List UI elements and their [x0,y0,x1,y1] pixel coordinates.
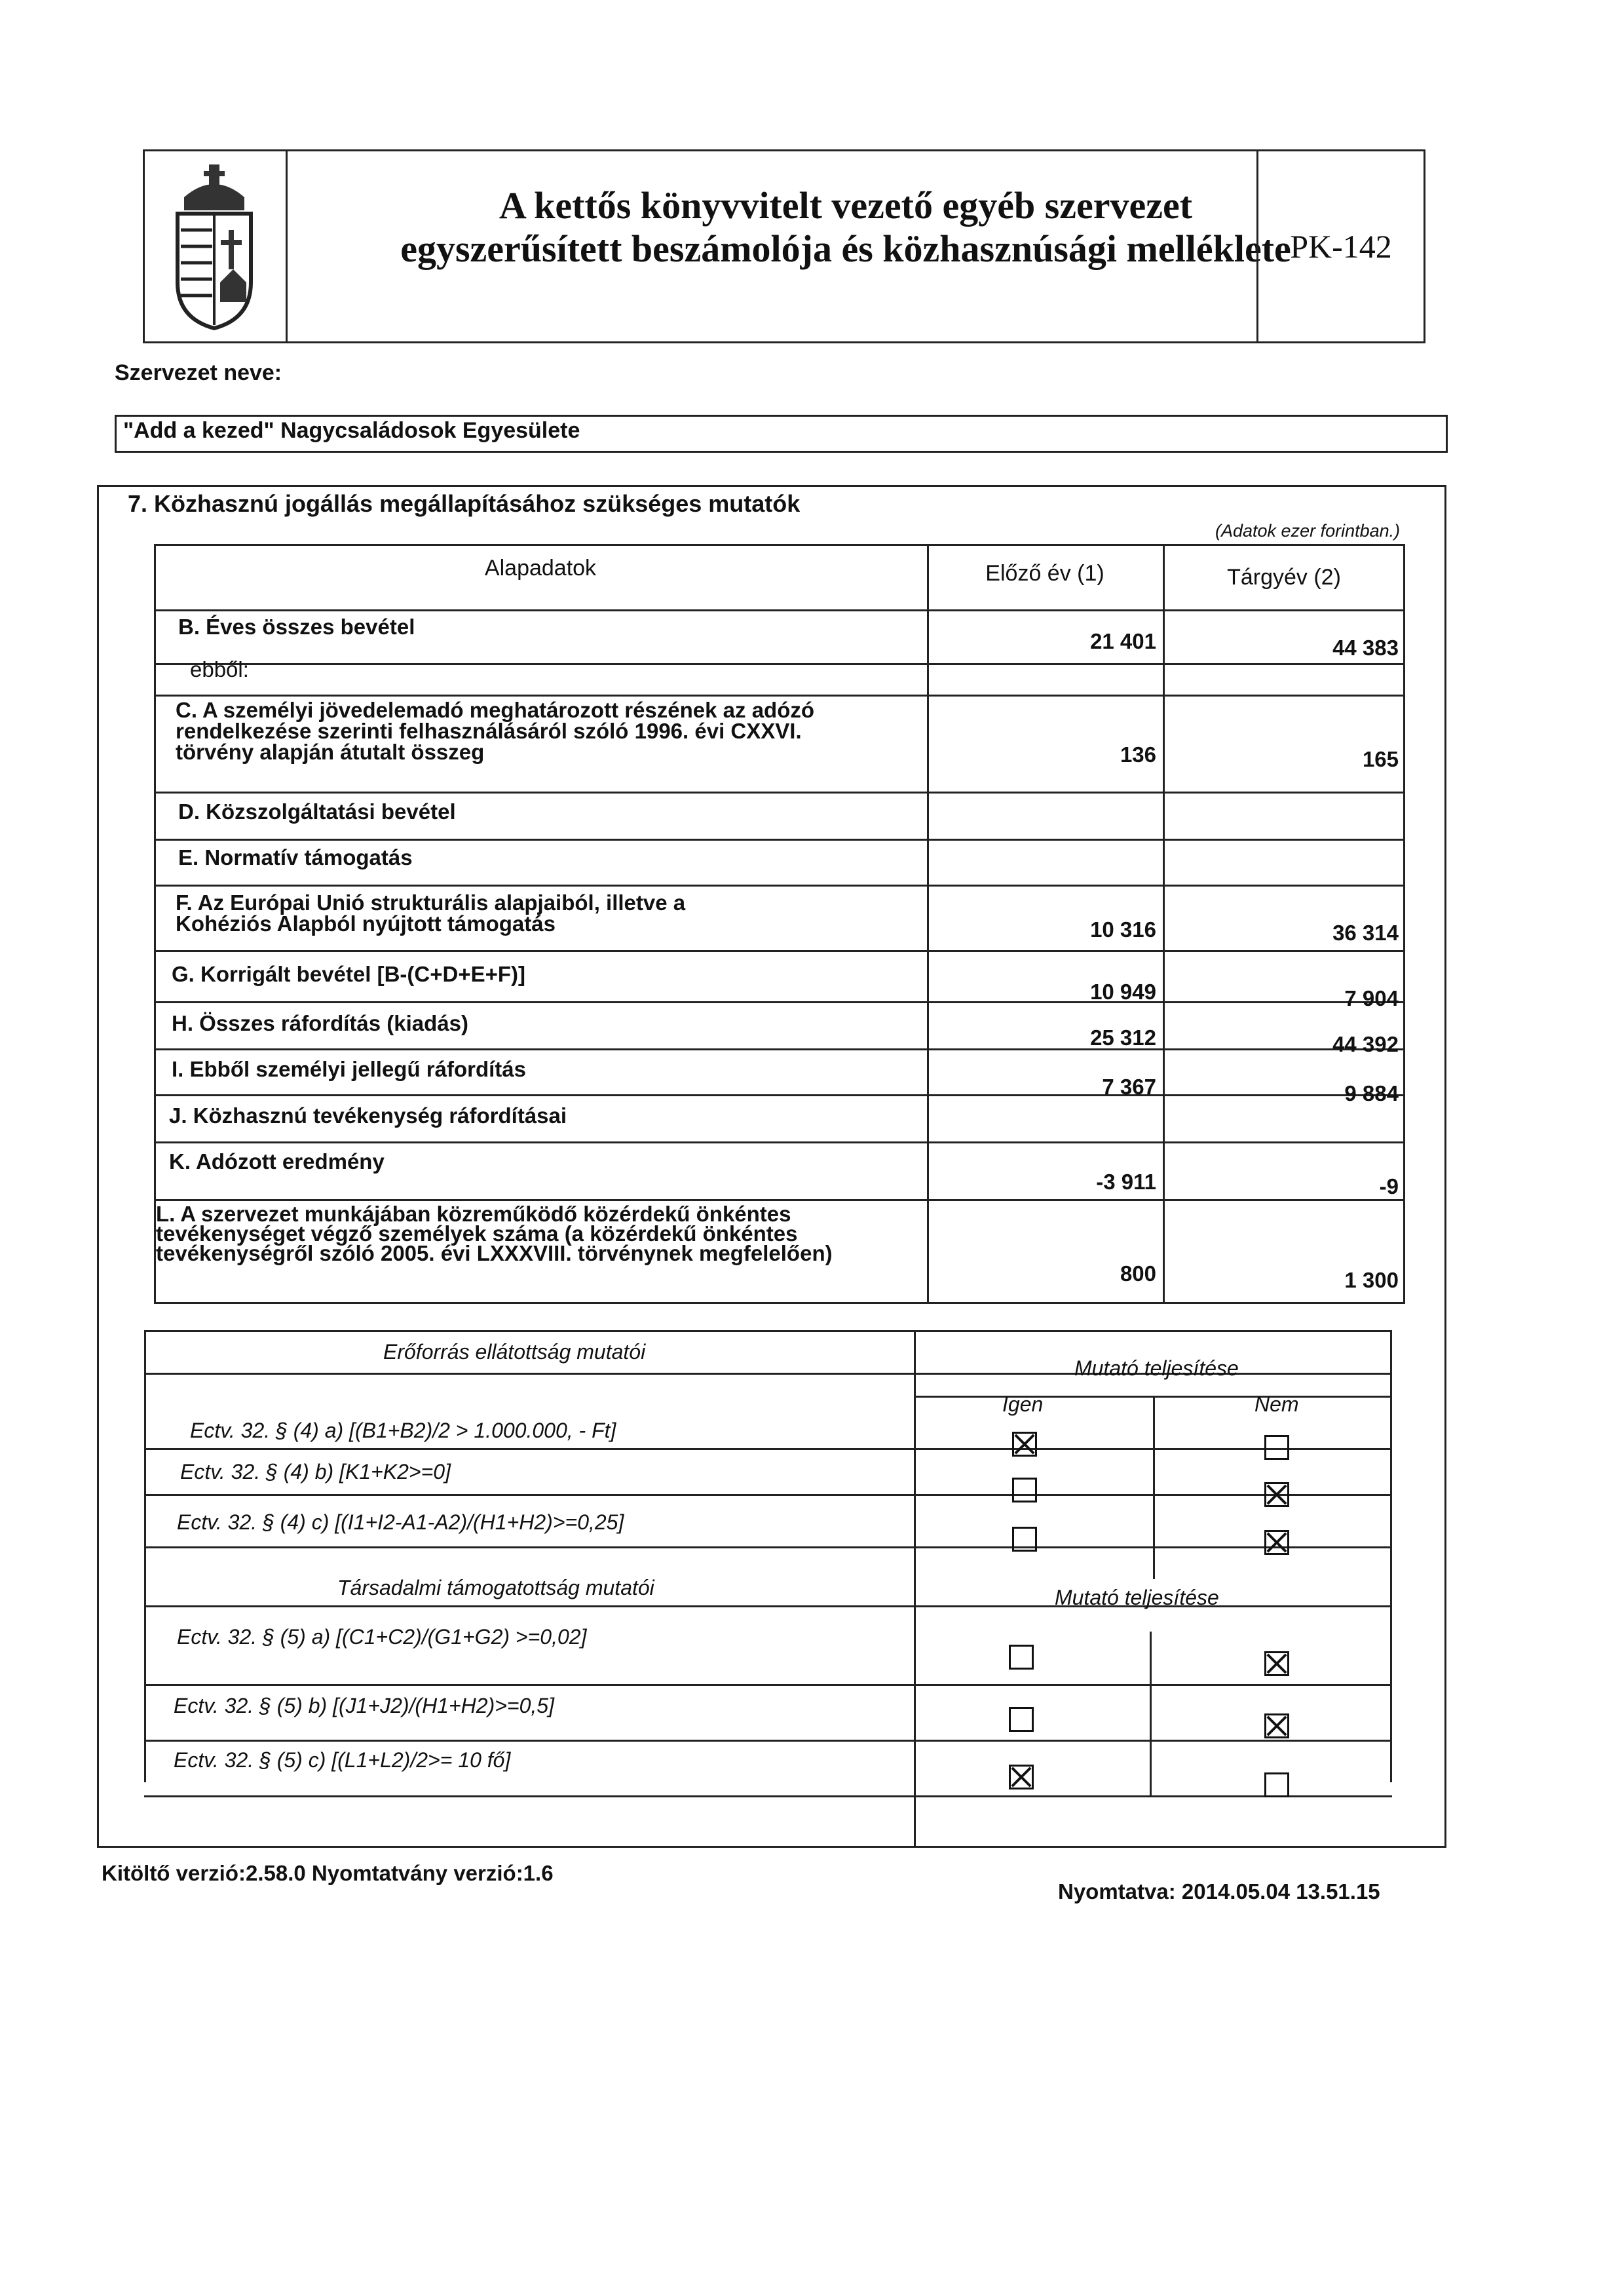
form-title-line1: A kettős könyvvitelt vezető egyéb szervezet [499,184,1193,227]
social-b-no-checkbox[interactable] [1264,1713,1289,1738]
value-k-curr: -9 [1379,1174,1399,1198]
footer-version: Kitöltő verzió:2.58.0 Nyomtatvány verzió:1.6 [102,1861,554,1885]
header-current-year: Tárgyév (2) [1227,565,1341,590]
row-label-k: K. Adózott eredmény [169,1149,385,1174]
resource-b-no-checkbox[interactable] [1264,1482,1289,1507]
value-b-prev: 21 401 [1090,629,1156,653]
form-title [295,184,1396,271]
social-fulfilment-header: Mutató teljesítése [1055,1586,1219,1609]
row-label-j: J. Közhasznú tevékenység ráfordításai [169,1103,567,1128]
value-f-curr: 36 314 [1332,921,1399,945]
resource-a-no-checkbox[interactable] [1264,1435,1289,1460]
value-b-curr: 44 383 [1332,636,1399,660]
social-a-yes-checkbox[interactable] [1009,1645,1034,1670]
header-base-data: Alapadatok [484,556,597,581]
value-c-prev: 136 [1120,742,1156,767]
row-label-c: C. A személyi jövedelemadó meghatározott részének az adózó rendelkezése szerinti felhasználásáról szóló 1996. évi CXXVI. törvény alapján átutalt összeg [176,698,815,764]
resource-c-no-checkbox[interactable] [1264,1530,1289,1555]
row-label-l: L. A szervezet munkájában közreműködő közérdekű önkéntes tevékenységet végző személyek száma (a közérdekű önkéntes tevékenységről szóló 2005. évi LXXXVIII. törvénynek megfelelően) [156,1202,833,1265]
social-title: Társadalmi támogatottság mutatói [337,1576,654,1599]
value-k-prev: -3 911 [1096,1170,1156,1194]
row-label-e: E. Normatív támogatás [178,845,413,870]
row-label-g: G. Korrigált bevétel [B-(C+D+E+F)] [172,962,526,986]
value-i-curr: 9 884 [1344,1081,1399,1105]
organization-label: Szervezet neve: [115,360,282,385]
row-label-b: B. Éves összes bevétel [178,615,415,639]
social-indicator-a: Ectv. 32. § (5) a) [(C1+C2)/(G1+G2) >=0,02] [177,1625,587,1649]
social-b-yes-checkbox[interactable] [1009,1707,1034,1732]
value-l-curr: 1 300 [1344,1268,1399,1292]
yes-header: Igen [1002,1392,1044,1416]
row-label-d: D. Közszolgáltatási bevétel [178,799,456,824]
resources-title: Erőforrás ellátottság mutatói [383,1340,646,1364]
value-h-prev: 25 312 [1090,1025,1156,1050]
resource-a-yes-checkbox[interactable] [1012,1432,1037,1457]
value-l-prev: 800 [1120,1261,1156,1286]
value-c-curr: 165 [1362,747,1399,771]
no-header: Nem [1254,1392,1299,1416]
social-a-no-checkbox[interactable] [1264,1651,1289,1676]
footer-printed: Nyomtatva: 2014.05.04 13.51.15 [1058,1879,1380,1904]
value-i-prev: 7 367 [1102,1075,1156,1099]
social-indicator-b: Ectv. 32. § (5) b) [(J1+J2)/(H1+H2)>=0,5] [174,1694,554,1717]
resource-indicator-c: Ectv. 32. § (4) c) [(I1+I2-A1-A2)/(H1+H2)>=0,25] [177,1510,624,1534]
header-previous-year: Előző év (1) [985,561,1104,586]
resource-b-yes-checkbox[interactable] [1012,1478,1037,1502]
section-title: 7. Közhasznú jogállás megállapításához szükséges mutatók [128,490,801,517]
coat-of-arms-icon [145,151,288,341]
row-label-ebbol: ebből: [190,657,249,681]
value-g-curr: 7 904 [1344,986,1399,1010]
row-label-h: H. Összes ráfordítás (kiadás) [172,1011,469,1035]
row-label-i: I. Ebből személyi jellegű ráfordítás [172,1057,526,1081]
form-header [143,149,1425,343]
social-indicator-c: Ectv. 32. § (5) c) [(L1+L2)/2>= 10 fő] [174,1748,511,1772]
form-title-line2: egyszerűsített beszámolója és közhasznúsági melléklete [400,227,1291,270]
units-note: (Adatok ezer forintban.) [1215,521,1401,541]
row-label-f: F. Az Európai Unió strukturális alapjaiból, illetve a Kohéziós Alapból nyújtott támogatás [176,890,686,936]
value-g-prev: 10 949 [1090,980,1156,1004]
social-c-yes-checkbox[interactable] [1009,1765,1034,1789]
social-c-no-checkbox[interactable] [1264,1772,1289,1797]
resource-c-yes-checkbox[interactable] [1012,1527,1037,1552]
resources-fulfilment-header: Mutató teljesítése [1074,1356,1239,1380]
organization-name-field[interactable]: "Add a kezed" Nagycsaládosok Egyesülete [115,415,1448,453]
resource-indicator-a: Ectv. 32. § (4) a) [(B1+B2)/2 > 1.000.000, - Ft] [190,1419,616,1442]
form-code: PK-142 [1256,151,1424,341]
value-h-curr: 44 392 [1332,1032,1399,1056]
value-f-prev: 10 316 [1090,917,1156,942]
resource-indicator-b: Ectv. 32. § (4) b) [K1+K2>=0] [180,1460,451,1483]
